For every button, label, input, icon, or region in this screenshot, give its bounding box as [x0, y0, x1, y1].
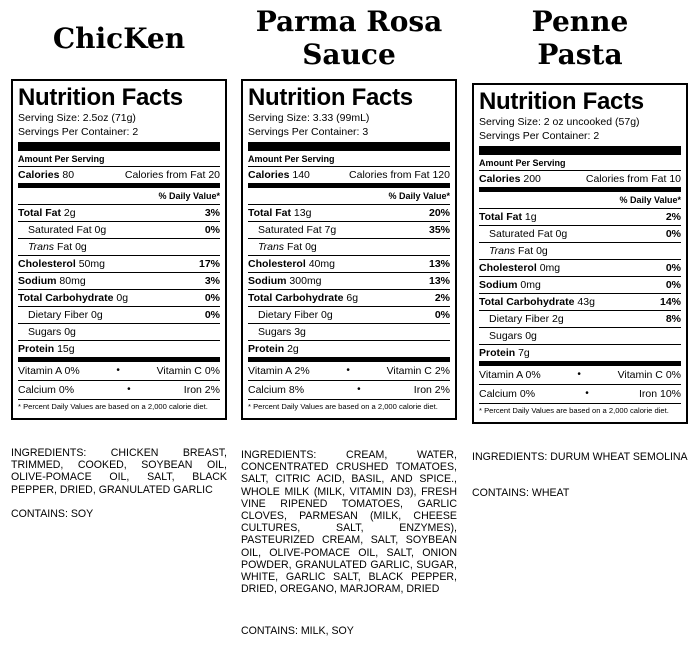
nutrition-facts-heading: Nutrition Facts — [248, 84, 413, 111]
saturated-fat-row: Saturated Fat 7g 35% — [248, 221, 450, 238]
sodium-row: Sodium 300mg 13% — [248, 272, 450, 289]
product-parma-rosa-sauce — [241, 0, 457, 637]
calories-row: Calories 80 Calories from Fat 20 — [18, 166, 220, 183]
divider-thick — [479, 146, 681, 155]
vitamins-row: Vitamin A 0% • Vitamin C 0% — [479, 361, 681, 384]
product-title: ChicKen — [52, 22, 186, 55]
amount-per-serving: Amount Per Serving — [479, 158, 566, 168]
nutrition-facts-label — [241, 79, 457, 420]
servings-per-container: Servings Per Container: 2 — [18, 126, 139, 138]
cholesterol-row: Cholesterol 50mg 17% — [18, 255, 220, 272]
vitamins-row: Vitamin A 2% • Vitamin C 2% — [248, 357, 450, 380]
dietary-fiber-row: Dietary Fiber 2g 8% — [479, 310, 681, 327]
nutrition-facts-heading: Nutrition Facts — [18, 84, 183, 111]
calories-row: Calories 200 Calories from Fat 10 — [479, 170, 681, 187]
total-carbohydrate-row: Total Carbohydrate 43g 14% — [479, 293, 681, 310]
total-carbohydrate-row: Total Carbohydrate 6g 2% — [248, 289, 450, 306]
bullet-icon: • — [346, 365, 350, 376]
saturated-fat-row: Saturated Fat 0g 0% — [18, 221, 220, 238]
serving-size: Serving Size: 2 oz uncooked (57g) — [479, 116, 640, 128]
divider-thick — [248, 142, 450, 151]
sodium-row: Sodium 80mg 3% — [18, 272, 220, 289]
calories-row: Calories 140 Calories from Fat 120 — [248, 166, 450, 183]
ingredients-text: INGREDIENTS: DURUM WHEAT SEMOLINA — [472, 451, 688, 463]
ingredients-text: INGREDIENTS: CREAM, WATER, CONCENTRATED CRUSHED TOMATOES, SALT, CITRIC ACID, BASIL, AND SPICE., WHOLE MILK (MILK, VITAMIN D3), FRESH VINE RIPENED TOMATOES, GARLIC CLOVES, PARMESAN (MILK, CHEESE CULTURES, SALT, ENZYMES), PASTEURIZED CREAM, SALT, SOYBEAN OIL, OLIVE-POMACE OIL, SALT, ONION POWDER, GRANULATED GARLIC, SUGAR, WHITE, GARLIC SALT, BLACK PEPPER, DRIED, OREGANO, MARJORAM, DRIED — [241, 449, 457, 596]
saturated-fat-row: Saturated Fat 0g 0% — [479, 225, 681, 242]
protein-row: Protein 2g — [248, 340, 450, 357]
daily-value-header: % Daily Value* — [388, 191, 450, 201]
cholesterol-row: Cholesterol 0mg 0% — [479, 259, 681, 276]
product-penne-pasta — [472, 0, 688, 499]
footnote: * Percent Daily Values are based on a 2,000 calorie diet. — [479, 403, 681, 418]
nutrition-facts-label — [472, 83, 688, 424]
nutrition-facts-heading: Nutrition Facts — [479, 88, 644, 115]
bullet-icon: • — [127, 384, 131, 395]
protein-row: Protein 7g — [479, 344, 681, 361]
footnote: * Percent Daily Values are based on a 2,000 calorie diet. — [18, 399, 220, 414]
contains-text: CONTAINS: WHEAT — [472, 487, 570, 499]
bullet-icon: • — [116, 365, 120, 376]
product-title: Parma Rosa Sauce — [255, 5, 443, 71]
vitamins-row: Vitamin A 0% • Vitamin C 0% — [18, 357, 220, 380]
minerals-row: Calcium 0% • Iron 10% — [479, 384, 681, 403]
trans-fat-row: Trans Fat 0g — [479, 242, 681, 259]
daily-value-header: % Daily Value* — [619, 195, 681, 205]
protein-row: Protein 15g — [18, 340, 220, 357]
trans-fat-row: Trans Fat 0g — [18, 238, 220, 255]
bullet-icon: • — [585, 388, 589, 399]
cholesterol-row: Cholesterol 40mg 13% — [248, 255, 450, 272]
daily-value-header: % Daily Value* — [158, 191, 220, 201]
sugars-row: Sugars 0g — [18, 323, 220, 340]
bullet-icon: • — [357, 384, 361, 395]
divider-thick — [18, 142, 220, 151]
contains-text: CONTAINS: SOY — [11, 508, 94, 520]
servings-per-container: Servings Per Container: 3 — [248, 126, 369, 138]
sodium-row: Sodium 0mg 0% — [479, 276, 681, 293]
minerals-row: Calcium 0% • Iron 2% — [18, 380, 220, 399]
sugars-row: Sugars 3g — [248, 323, 450, 340]
serving-size: Serving Size: 2.5oz (71g) — [18, 112, 136, 124]
minerals-row: Calcium 8% • Iron 2% — [248, 380, 450, 399]
amount-per-serving: Amount Per Serving — [18, 154, 105, 164]
serving-size: Serving Size: 3.33 (99mL) — [248, 112, 370, 124]
footnote: * Percent Daily Values are based on a 2,000 calorie diet. — [248, 399, 450, 414]
trans-fat-row: Trans Fat 0g — [248, 238, 450, 255]
total-fat-row: Total Fat 2g 3% — [18, 204, 220, 221]
nutrition-facts-label — [11, 79, 227, 420]
dietary-fiber-row: Dietary Fiber 0g 0% — [18, 306, 220, 323]
dietary-fiber-row: Dietary Fiber 0g 0% — [248, 306, 450, 323]
servings-per-container: Servings Per Container: 2 — [479, 130, 600, 142]
total-fat-row: Total Fat 13g 20% — [248, 204, 450, 221]
total-fat-row: Total Fat 1g 2% — [479, 208, 681, 225]
bullet-icon: • — [577, 369, 581, 380]
product-chicken — [11, 0, 227, 520]
total-carbohydrate-row: Total Carbohydrate 0g 0% — [18, 289, 220, 306]
amount-per-serving: Amount Per Serving — [248, 154, 335, 164]
sugars-row: Sugars 0g — [479, 327, 681, 344]
product-title: Penne Pasta — [531, 5, 629, 71]
contains-text: CONTAINS: MILK, SOY — [241, 625, 354, 637]
ingredients-text: INGREDIENTS: CHICKEN BREAST, TRIMMED, COOKED, SOYBEAN OIL, OLIVE-POMACE OIL, SALT, BLACK PEPPER, DRIED, GRANULATED GARLIC — [11, 447, 227, 496]
